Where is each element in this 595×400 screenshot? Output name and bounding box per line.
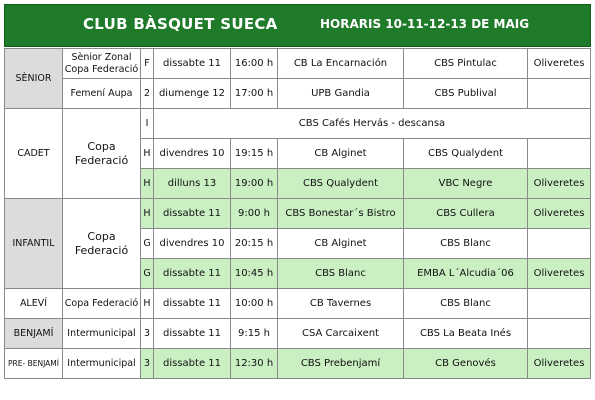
home-team-cell: CB Alginet bbox=[278, 139, 404, 169]
group-cell: 3 bbox=[141, 319, 154, 349]
away-team-cell: CBS Cullera bbox=[404, 199, 528, 229]
away-team-cell: VBC Negre bbox=[404, 169, 528, 199]
category-cell: PRE- BENJAMÍ bbox=[5, 349, 63, 379]
venue-cell: Oliveretes bbox=[528, 259, 591, 289]
group-cell: H bbox=[141, 199, 154, 229]
time-cell: 9:00 h bbox=[231, 199, 278, 229]
schedule-dates: HORARIS 10-11-12-13 DE MAIG bbox=[320, 17, 530, 31]
day-cell: dissabte 11 bbox=[154, 289, 231, 319]
home-team-cell: CBS Prebenjamí bbox=[278, 349, 404, 379]
away-team-cell: CBS La Beata Inés bbox=[404, 319, 528, 349]
venue-cell: Oliveretes bbox=[528, 349, 591, 379]
venue-cell: Oliveretes bbox=[528, 199, 591, 229]
group-cell: H bbox=[141, 139, 154, 169]
home-team-cell: CSA Carcaixent bbox=[278, 319, 404, 349]
venue-cell bbox=[528, 79, 591, 109]
home-team-cell: UPB Gandia bbox=[278, 79, 404, 109]
competition-cell: Intermunicipal bbox=[63, 349, 141, 379]
table-row bbox=[5, 319, 591, 349]
time-cell: 10:00 h bbox=[231, 289, 278, 319]
away-team-cell: CBS Qualydent bbox=[404, 139, 528, 169]
competition-cell: Intermunicipal bbox=[63, 319, 141, 349]
time-cell: 10:45 h bbox=[231, 259, 278, 289]
away-team-cell: CBS Publival bbox=[404, 79, 528, 109]
time-cell: 9:15 h bbox=[231, 319, 278, 349]
day-cell: dissabte 11 bbox=[154, 49, 231, 79]
table-row bbox=[5, 49, 591, 79]
venue-cell: Oliveretes bbox=[528, 169, 591, 199]
competition-cell: Copa Federació bbox=[63, 289, 141, 319]
table-row bbox=[5, 79, 591, 109]
venue-cell bbox=[528, 139, 591, 169]
home-team-cell: CB La Encarnación bbox=[278, 49, 404, 79]
day-cell: dissabte 11 bbox=[154, 199, 231, 229]
competition-cell: Copa Federació bbox=[63, 109, 141, 199]
day-cell: diumenge 12 bbox=[154, 79, 231, 109]
time-cell: 16:00 h bbox=[231, 49, 278, 79]
day-cell: divendres 10 bbox=[154, 139, 231, 169]
competition-cell: Copa Federació bbox=[63, 199, 141, 289]
rest-note-cell: CBS Cafés Hervás - descansa bbox=[154, 109, 591, 139]
day-cell: dissabte 11 bbox=[154, 349, 231, 379]
group-cell: G bbox=[141, 259, 154, 289]
day-cell: dilluns 13 bbox=[154, 169, 231, 199]
away-team-cell: EMBA L´Alcudia´06 bbox=[404, 259, 528, 289]
group-cell: 3 bbox=[141, 349, 154, 379]
away-team-cell: CBS Blanc bbox=[404, 229, 528, 259]
day-cell: dissabte 11 bbox=[154, 259, 231, 289]
away-team-cell: CBS Pintulac bbox=[404, 49, 528, 79]
away-team-cell: CB Genovés bbox=[404, 349, 528, 379]
day-cell: dissabte 11 bbox=[154, 319, 231, 349]
group-cell: H bbox=[141, 169, 154, 199]
category-cell: CADET bbox=[5, 109, 63, 199]
category-cell: SÈNIOR bbox=[5, 49, 63, 109]
schedule-table bbox=[4, 48, 591, 379]
time-cell: 20:15 h bbox=[231, 229, 278, 259]
home-team-cell: CB Alginet bbox=[278, 229, 404, 259]
day-cell: divendres 10 bbox=[154, 229, 231, 259]
time-cell: 17:00 h bbox=[231, 79, 278, 109]
group-cell: H bbox=[141, 289, 154, 319]
venue-cell bbox=[528, 229, 591, 259]
home-team-cell: CB Tavernes bbox=[278, 289, 404, 319]
group-cell: 2 bbox=[141, 79, 154, 109]
table-row bbox=[5, 289, 591, 319]
away-team-cell: CBS Blanc bbox=[404, 289, 528, 319]
group-cell: G bbox=[141, 229, 154, 259]
competition-cell: Femení Aupa bbox=[63, 79, 141, 109]
club-title: CLUB BÀSQUET SUECA bbox=[83, 15, 278, 33]
venue-cell: Oliveretes bbox=[528, 49, 591, 79]
home-team-cell: CBS Bonestar´s Bistro bbox=[278, 199, 404, 229]
group-cell: F bbox=[141, 49, 154, 79]
table-row bbox=[5, 349, 591, 379]
category-cell: BENJAMÍ bbox=[5, 319, 63, 349]
home-team-cell: CBS Qualydent bbox=[278, 169, 404, 199]
venue-cell bbox=[528, 319, 591, 349]
venue-cell bbox=[528, 289, 591, 319]
table-row bbox=[5, 109, 591, 139]
schedule-sheet bbox=[4, 4, 591, 396]
header-banner bbox=[4, 4, 591, 47]
category-cell: INFANTIL bbox=[5, 199, 63, 289]
home-team-cell: CBS Blanc bbox=[278, 259, 404, 289]
time-cell: 12:30 h bbox=[231, 349, 278, 379]
category-cell: ALEVÍ bbox=[5, 289, 63, 319]
table-row bbox=[5, 199, 591, 229]
time-cell: 19:15 h bbox=[231, 139, 278, 169]
group-cell: I bbox=[141, 109, 154, 139]
competition-cell: Sènior Zonal Copa Federació bbox=[63, 49, 141, 79]
time-cell: 19:00 h bbox=[231, 169, 278, 199]
